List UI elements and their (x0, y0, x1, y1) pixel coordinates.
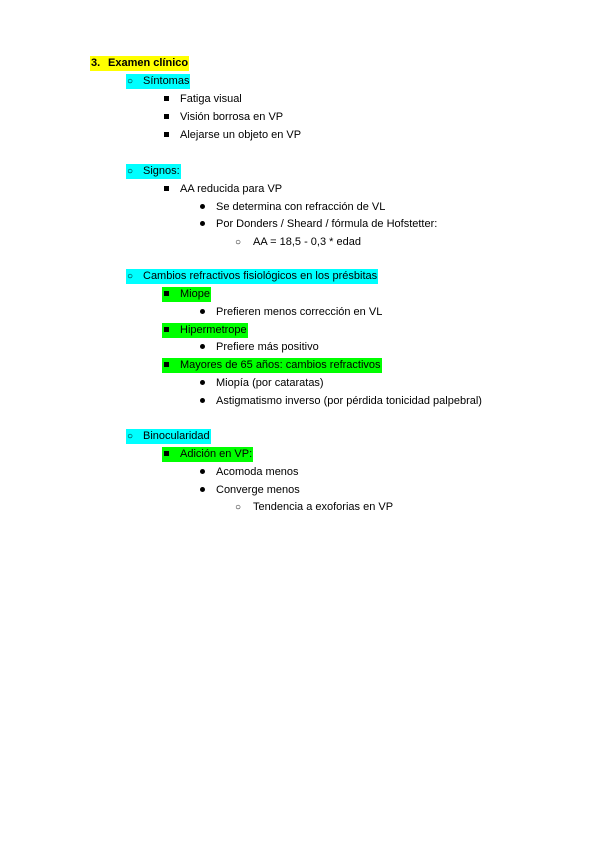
list-item (199, 216, 437, 233)
adicion-heading (162, 446, 253, 463)
adicion-highlight (162, 447, 253, 462)
list-item (163, 109, 283, 126)
list-item-text: Por Donders / Sheard / fórmula de Hofstetter: (216, 218, 438, 230)
list-item-text: Prefiere más positivo (216, 341, 319, 353)
hipermetrope-label: Hipermetrope (180, 324, 247, 336)
cambios-title: Cambios refractivos fisiológicos en los présbitas (143, 270, 378, 282)
hollow-circle-bullet-icon: ○ (127, 76, 134, 87)
list-item (163, 181, 282, 198)
list-item (199, 393, 482, 410)
miope-highlight (162, 287, 211, 302)
list-item (199, 464, 299, 481)
binocularidad-heading (126, 428, 211, 445)
signos-highlight (126, 164, 181, 179)
list-item (199, 304, 382, 321)
list-item (235, 499, 393, 516)
mayores-highlight (162, 358, 382, 373)
list-item-text: Acomoda menos (216, 466, 299, 478)
list-item (199, 482, 300, 499)
list-item-text: AA reducida para VP (180, 183, 283, 195)
list-item (199, 199, 385, 216)
hollow-circle-bullet-icon: ○ (127, 271, 134, 282)
hollow-circle-bullet-icon: ○ (235, 502, 242, 513)
list-item-text: Fatiga visual (180, 93, 242, 105)
binocularidad-title: Binocularidad (143, 430, 210, 442)
hipermetrope-highlight (162, 323, 248, 338)
list-item-text: Astigmatismo inverso (por pérdida tonicidad palpebral) (216, 395, 482, 407)
sintomas-title: Síntomas (143, 75, 190, 87)
list-item-text: Visión borrosa en VP (180, 111, 284, 123)
section-heading (90, 55, 189, 72)
miope-heading (162, 286, 211, 303)
mayores-label: Mayores de 65 años: cambios refractivos (180, 359, 381, 371)
signos-title: Signos: (143, 165, 180, 177)
formula-text: AA = 18,5 - 0,3 * edad (253, 236, 361, 248)
binocularidad-highlight (126, 429, 211, 444)
list-item-text: Tendencia a exoforias en VP (253, 501, 394, 513)
list-item (163, 127, 301, 144)
mayores-heading (162, 357, 382, 374)
section-heading-highlight (90, 56, 189, 71)
section-number: 3. (91, 57, 101, 69)
sintomas-heading (126, 73, 190, 90)
list-item (199, 339, 319, 356)
sintomas-highlight (126, 74, 190, 89)
hollow-circle-bullet-icon: ○ (127, 431, 134, 442)
list-item (199, 375, 324, 392)
list-item-text: Se determina con refracción de VL (216, 201, 386, 213)
hipermetrope-heading (162, 322, 248, 339)
signos-heading (126, 163, 181, 180)
list-item-text: Prefieren menos corrección en VL (216, 306, 383, 318)
list-item (163, 91, 242, 108)
list-item-text: Miopía (por cataratas) (216, 377, 324, 389)
miope-label: Miope (180, 288, 210, 300)
list-item-text: Alejarse un objeto en VP (180, 129, 302, 141)
cambios-heading (126, 268, 378, 285)
list-item-text: Converge menos (216, 484, 300, 496)
hollow-circle-bullet-icon: ○ (127, 166, 134, 177)
hollow-circle-bullet-icon: ○ (235, 237, 242, 248)
section-title: Examen clínico (108, 57, 189, 69)
cambios-highlight (126, 269, 378, 284)
adicion-label: Adición en VP: (180, 448, 253, 460)
list-item (235, 234, 361, 251)
